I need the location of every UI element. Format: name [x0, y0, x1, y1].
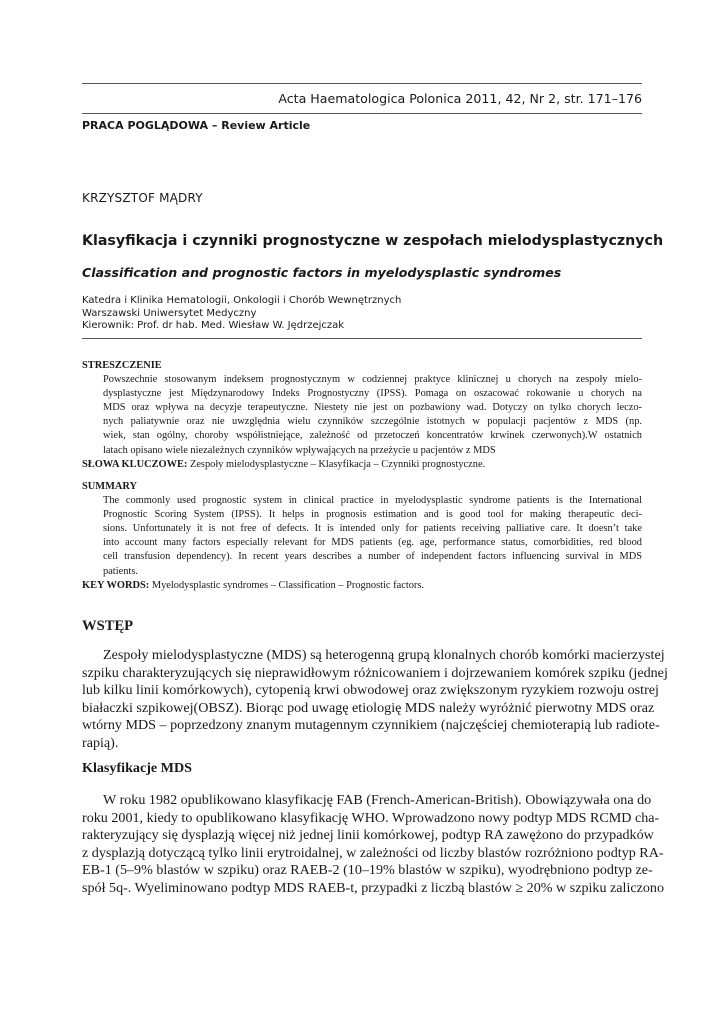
paragraph-line: EB-1 (5–9% blastów w szpiku) oraz RAEB-2 (10–19% blastów w szpiku), wyodrębniono podtyp ze- [82, 862, 653, 878]
affiliation-line: Kierownik: Prof. dr hab. Med. Wiesław W. Jędrzejczak [82, 320, 345, 332]
summary-line: sions. Unfortunately it is not free of defects. It is intended only for patients receiving palliative care. It doesn’t take [103, 523, 642, 535]
keywords-polish [82, 459, 485, 470]
paragraph-line: rakteryzujący się dysplazją więcej niż jednej linii komórkowej, podtyp RA zawężono do przypadków [82, 827, 654, 843]
abstract-english-heading: SUMMARY [82, 481, 138, 492]
summary-line: patients. [103, 565, 138, 577]
article-type: PRACA POGLĄDOWA – Review Article [82, 119, 311, 132]
keywords-english-label: KEY WORDS: [82, 579, 150, 591]
paragraph-line: wtórny MDS – poprzedzony znanym mutagennym czynnikiem (najczęściej chemioterapią lub radiote- [82, 717, 660, 733]
abstract-line: Powszechnie stosowanym indeksem prognostycznym w codziennej praktyce klinicznej u chorych na zespoły mielo- [103, 374, 642, 386]
paragraph-line: roku 2001, kiedy to opublikowano klasyfikację WHO. Wprowadzono nowy podtyp MDS RCMD cha- [82, 809, 660, 826]
header-rule [82, 113, 642, 114]
paragraph-line: szpiku charakteryzujących się nieprawidłowym różnicowaniem i dojrzewaniem komórek szpiku (jednej [82, 664, 668, 681]
author-name: KRZYSZTOF MĄDRY [82, 191, 203, 205]
abstract-line: latach opisano wiele niezależnych czynników wpływających na przeżycie u pacjentów z MDS [103, 444, 496, 456]
journal-reference: Acta Haematologica Polonica 2011, 42, Nr 2, str. 171–176 [278, 91, 642, 106]
section-heading-wstep: WSTĘP [82, 618, 134, 634]
affiliation-line: Warszawski Uniwersytet Medyczny [82, 307, 257, 319]
paragraph-line: białaczki szpikowej(OBSZ). Biorąc pod uwagę etiologię MDS należy wyróżnić pierwotny MDS oraz [82, 699, 655, 716]
keywords-english [82, 580, 424, 591]
paragraph-line: rapią). [82, 734, 119, 751]
affiliation-line: Katedra i Klinika Hematologii, Onkologii i Chorób Wewnętrznych [82, 295, 402, 306]
abstract-line: wiek, stan ogólny, choroby współistniejące, zależność od przetoczeń koncentratów krwinek czerwonych).W ostatnich [103, 430, 642, 442]
abstract-english [82, 480, 642, 593]
summary-line: The commonly used prognostic system in clinical practice in myelodysplastic syndrome patients is the International [103, 495, 642, 507]
abstract-line: nych paliatywnie oraz nie uwzględnia wielu czynników szczególnie istotnych w populacji pacjentów z MDS (np. [103, 416, 642, 428]
keywords-polish-text: Zespoły mielodysplastyczne – Klasyfikacja – Czynniki prognostyczne. [187, 458, 486, 470]
title-polish: Klasyfikacja i czynniki prognostyczne w zespołach mielodysplastycznych [82, 233, 664, 249]
top-rule [82, 83, 642, 84]
affiliation-block [82, 295, 401, 333]
paragraph-line: W roku 1982 opublikowano klasyfikację FAB (French-American-British). Obowiązywała ona do [103, 792, 652, 808]
paragraph-line: lub kilku linii komórkowych), cytopenią krwi obwodowej oraz zwiększonym ryzykiem rozwoju ostrej [82, 682, 659, 698]
abstract-english-body [82, 494, 642, 579]
abstract-polish [82, 359, 642, 472]
abstract-polish-heading: STRESZCZENIE [82, 360, 162, 371]
abstract-polish-body [82, 373, 642, 458]
section-heading-klasyfikacje: Klasyfikacje MDS [82, 760, 192, 776]
summary-line: Prognostic Scoring System (IPSS). It helps in prognosis estimation and is good tool for making therapeutic deci- [103, 509, 642, 521]
keywords-english-text: Myelodysplastic syndromes – Classification – Prognostic factors. [149, 579, 425, 591]
paragraph-line: spół 5q-. Wyeliminowano podtyp MDS RAEB-t, przypadki z liczbą blastów ≥ 20% w szpiku zaliczono [82, 879, 665, 896]
paragraph-line: z dysplazją dotyczącą tylko linii erytroidalnej, w zależności od liczby blastów rozróżniono podtyp RA- [82, 844, 664, 861]
paragraph-wstep [82, 647, 668, 752]
summary-line: into account many factors especially relevant for MDS patients (eg. age, performance status, comorbidities, red blood [103, 537, 642, 549]
abstract-line: dysplastyczne jest Międzynarodowy Indeks Prognostyczny (IPSS). Pomaga on oszacować rokowanie u chorych na [103, 388, 642, 400]
paragraph-line: Zespoły mielodysplastyczne (MDS) są heterogenną grupą klonalnych chorób komórki macierzystej [103, 647, 665, 663]
affiliation-rule [82, 338, 642, 339]
title-english: Classification and prognostic factors in myelodysplastic syndromes [82, 265, 562, 280]
abstract-line: MDS oraz wpływa na decyzje terapeutyczne. Niestety nie jest on pozbawiony wad. Dotyczy on tylko chorych leczo- [103, 402, 642, 414]
paragraph-klasyfikacje [82, 792, 665, 897]
keywords-polish-label: SŁOWA KLUCZOWE: [82, 458, 188, 470]
summary-line: cell transfusion dependency). In recent years describes a number of independent factors influencing survival in MDS [103, 551, 642, 563]
